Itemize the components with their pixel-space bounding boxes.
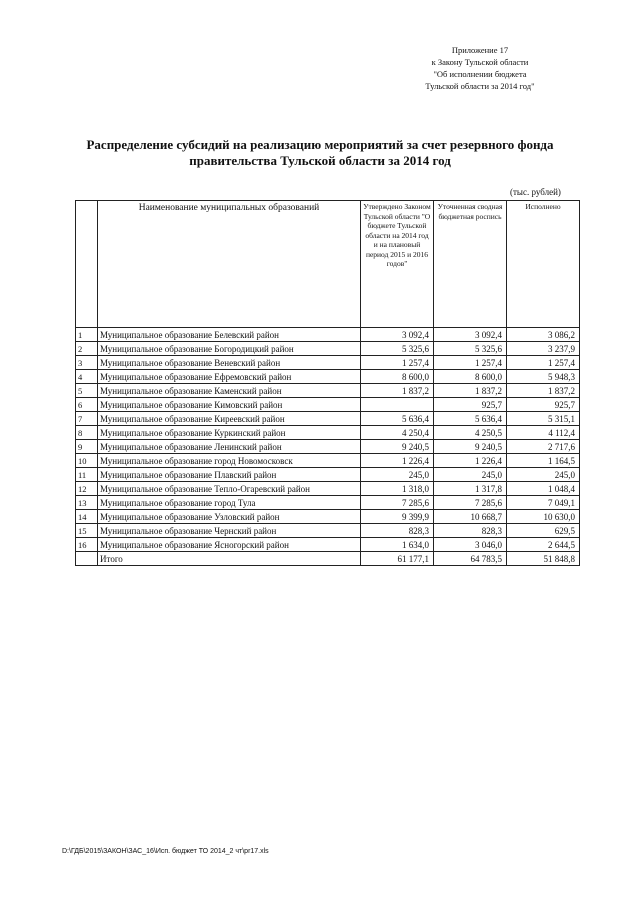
row-index: 1 — [76, 328, 98, 342]
table-row — [76, 482, 580, 496]
row-revised: 1 837,2 — [434, 384, 507, 398]
header-approved: Утверждено Законом Тульской области "О бюджете Тульской области на 2014 год и на плановый период 2015 и 2016 годов" — [361, 201, 434, 328]
row-name: Муниципальное образование Тепло-Огаревский район — [98, 482, 361, 496]
row-executed: 4 112,4 — [507, 426, 580, 440]
row-name: Муниципальное образование Веневский район — [98, 356, 361, 370]
title-line: правительства Тульской области за 2014 год — [189, 153, 451, 168]
row-revised: 5 636,4 — [434, 412, 507, 426]
table-row — [76, 412, 580, 426]
appendix-note — [395, 44, 565, 92]
row-approved — [361, 398, 434, 412]
row-revised: 1 317,8 — [434, 482, 507, 496]
row-approved: 1 226,4 — [361, 454, 434, 468]
row-index: 12 — [76, 482, 98, 496]
total-index — [76, 552, 98, 566]
row-approved: 245,0 — [361, 468, 434, 482]
row-name: Муниципальное образование Плавский район — [98, 468, 361, 482]
row-name: Муниципальное образование Богородицкий район — [98, 342, 361, 356]
row-executed: 7 049,1 — [507, 496, 580, 510]
total-revised: 64 783,5 — [434, 552, 507, 566]
row-executed: 245,0 — [507, 468, 580, 482]
row-revised: 925,7 — [434, 398, 507, 412]
row-revised: 828,3 — [434, 524, 507, 538]
table-row — [76, 496, 580, 510]
row-executed: 1 837,2 — [507, 384, 580, 398]
row-executed: 629,5 — [507, 524, 580, 538]
row-index: 14 — [76, 510, 98, 524]
row-revised: 3 046,0 — [434, 538, 507, 552]
row-approved: 9 240,5 — [361, 440, 434, 454]
row-index: 13 — [76, 496, 98, 510]
table-row — [76, 398, 580, 412]
table-row — [76, 510, 580, 524]
row-revised: 8 600,0 — [434, 370, 507, 384]
row-revised: 7 285,6 — [434, 496, 507, 510]
appendix-line: к Закону Тульской области — [431, 57, 529, 67]
row-index: 4 — [76, 370, 98, 384]
table-row — [76, 342, 580, 356]
row-executed: 2 644,5 — [507, 538, 580, 552]
row-index: 7 — [76, 412, 98, 426]
row-index: 10 — [76, 454, 98, 468]
row-executed: 5 315,1 — [507, 412, 580, 426]
row-name: Муниципальное образование Ясногорский район — [98, 538, 361, 552]
row-name: Муниципальное образование Кимовский район — [98, 398, 361, 412]
row-approved: 8 600,0 — [361, 370, 434, 384]
row-approved: 1 257,4 — [361, 356, 434, 370]
row-name: Муниципальное образование город Новомосковск — [98, 454, 361, 468]
row-index: 15 — [76, 524, 98, 538]
subsidy-table — [75, 200, 580, 566]
row-revised: 3 092,4 — [434, 328, 507, 342]
row-executed: 3 086,2 — [507, 328, 580, 342]
row-revised: 10 668,7 — [434, 510, 507, 524]
appendix-line: Тульской области за 2014 год" — [425, 81, 535, 91]
row-executed: 1 164,5 — [507, 454, 580, 468]
row-revised: 4 250,5 — [434, 426, 507, 440]
file-path-footer: D:\ГДБ\2015\ЗАКОН\ЗАС_16\Исп. бюджет ТО 2014_2 чт\pr17.xls — [62, 848, 269, 855]
row-revised: 1 226,4 — [434, 454, 507, 468]
title-line: Распределение субсидий на реализацию мероприятий за счет резервного фонда — [86, 137, 554, 152]
row-approved: 1 318,0 — [361, 482, 434, 496]
table-row — [76, 426, 580, 440]
row-executed: 5 948,3 — [507, 370, 580, 384]
row-approved: 1 634,0 — [361, 538, 434, 552]
header-executed: Исполнено — [507, 201, 580, 328]
row-approved: 3 092,4 — [361, 328, 434, 342]
appendix-line: Приложение 17 — [451, 45, 509, 55]
row-executed: 3 237,9 — [507, 342, 580, 356]
row-index: 16 — [76, 538, 98, 552]
row-index: 5 — [76, 384, 98, 398]
row-index: 2 — [76, 342, 98, 356]
row-index: 8 — [76, 426, 98, 440]
table-row — [76, 538, 580, 552]
row-index: 11 — [76, 468, 98, 482]
row-revised: 1 257,4 — [434, 356, 507, 370]
row-executed: 10 630,0 — [507, 510, 580, 524]
table-row — [76, 454, 580, 468]
row-approved: 1 837,2 — [361, 384, 434, 398]
total-row — [76, 552, 580, 566]
header-name: Наименование муниципальных образований — [98, 201, 361, 328]
table-row — [76, 440, 580, 454]
table-row — [76, 356, 580, 370]
row-name: Муниципальное образование Ленинский район — [98, 440, 361, 454]
table-row — [76, 384, 580, 398]
row-approved: 5 325,6 — [361, 342, 434, 356]
row-name: Муниципальное образование Киреевский район — [98, 412, 361, 426]
row-index: 9 — [76, 440, 98, 454]
header-index — [76, 201, 98, 328]
row-revised: 9 240,5 — [434, 440, 507, 454]
row-executed: 1 048,4 — [507, 482, 580, 496]
row-name: Муниципальное образование Ефремовский район — [98, 370, 361, 384]
total-executed: 51 848,8 — [507, 552, 580, 566]
header-revised: Уточненная сводная бюджетная роспись — [434, 201, 507, 328]
total-label: Итого — [98, 552, 361, 566]
row-approved: 5 636,4 — [361, 412, 434, 426]
row-name: Муниципальное образование Узловский район — [98, 510, 361, 524]
table-row — [76, 524, 580, 538]
document-title — [60, 137, 580, 169]
row-executed: 925,7 — [507, 398, 580, 412]
row-revised: 245,0 — [434, 468, 507, 482]
table-row — [76, 370, 580, 384]
row-index: 6 — [76, 398, 98, 412]
row-name: Муниципальное образование Чернский район — [98, 524, 361, 538]
appendix-line: "Об исполнении бюджета — [433, 69, 527, 79]
row-name: Муниципальное образование Белевский район — [98, 328, 361, 342]
total-approved: 61 177,1 — [361, 552, 434, 566]
row-approved: 9 399,9 — [361, 510, 434, 524]
table-row — [76, 468, 580, 482]
row-name: Муниципальное образование Куркинский район — [98, 426, 361, 440]
row-executed: 2 717,6 — [507, 440, 580, 454]
row-approved: 828,3 — [361, 524, 434, 538]
units-label: (тыс. рублей) — [510, 187, 561, 197]
row-index: 3 — [76, 356, 98, 370]
row-executed: 1 257,4 — [507, 356, 580, 370]
table-row — [76, 328, 580, 342]
row-approved: 7 285,6 — [361, 496, 434, 510]
table-header-row — [76, 201, 580, 328]
row-approved: 4 250,4 — [361, 426, 434, 440]
row-name: Муниципальное образование Каменский район — [98, 384, 361, 398]
row-name: Муниципальное образование город Тула — [98, 496, 361, 510]
row-revised: 5 325,6 — [434, 342, 507, 356]
